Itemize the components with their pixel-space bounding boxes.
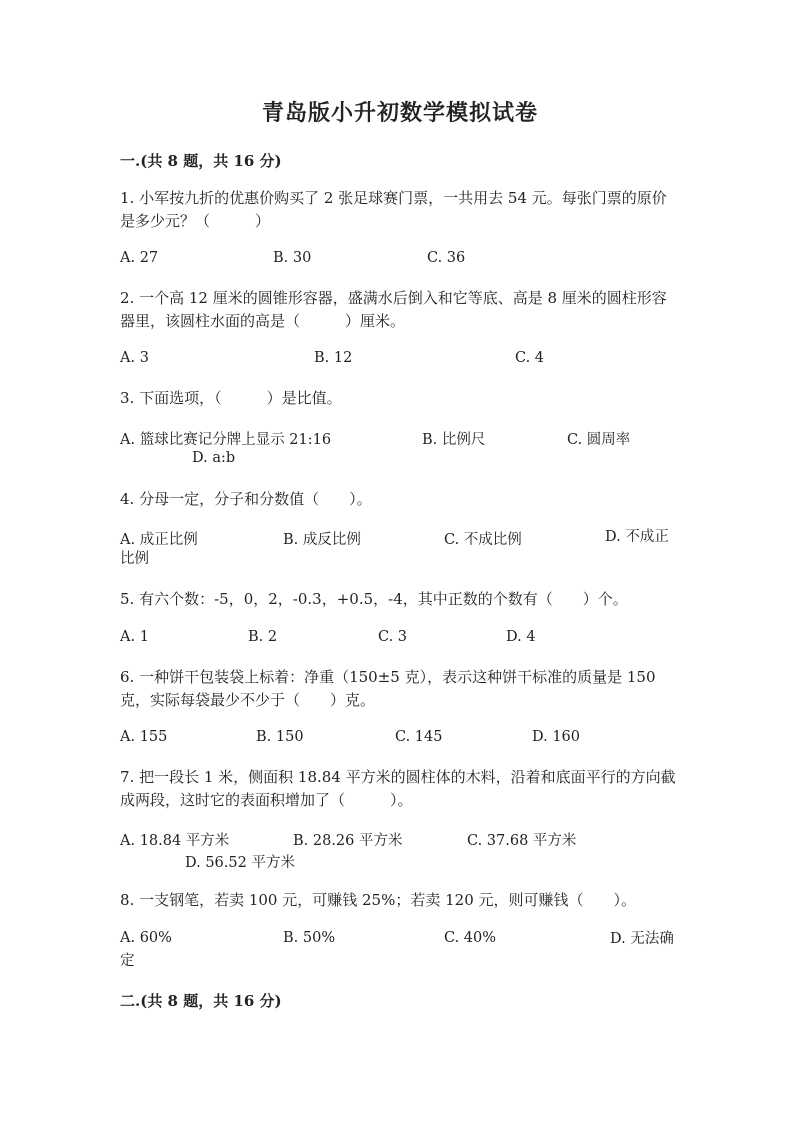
question-8-option-d: D. 无法确定	[120, 931, 674, 969]
question-4-option-d: D. 不成正比例	[120, 529, 669, 567]
question-5-option-c: C. 3	[378, 629, 408, 645]
question-3-option-b: B. 比例尺	[422, 432, 486, 448]
question-7-text: 7. 把一段长 1 米，侧面积 18.84 平方米的圆柱体的木料，沿着和底面平行的方向截成两段，这时它的表面积增加了（ ）。	[120, 768, 676, 809]
question-8-option-b: B. 50%	[283, 930, 336, 946]
question-4-option-c: C. 不成比例	[444, 532, 522, 548]
question-6-option-a: A. 155	[120, 729, 168, 745]
question-1-option-b: B. 30	[273, 250, 312, 266]
question-4-option-a: A. 成正比例	[120, 532, 198, 548]
page-title: 青岛版小升初数学模拟试卷	[261, 100, 538, 126]
question-7-option-b: B. 28.26 平方米	[293, 833, 403, 849]
question-7-option-c: C. 37.68 平方米	[467, 833, 577, 849]
question-3-option-c: C. 圆周率	[567, 432, 631, 448]
question-5-option-a: A. 1	[120, 629, 149, 645]
question-3-option-a: A. 篮球比赛记分牌上显示 21:16	[120, 432, 332, 448]
question-3-text: 3. 下面选项，（ ）是比值。	[120, 389, 342, 407]
question-2-option-c: C. 4	[515, 350, 545, 366]
question-1-option-c: C. 36	[427, 250, 466, 266]
question-6-option-b: B. 150	[256, 729, 304, 745]
question-2-option-a: A. 3	[120, 350, 149, 366]
question-5-text: 5. 有六个数：-5，0，2，-0.3，+0.5，-4，其中正数的个数有（ ）个。	[120, 590, 628, 608]
question-1-option-a: A. 27	[120, 250, 159, 266]
question-1-text: 1. 小军按九折的优惠价购买了 2 张足球赛门票，一共用去 54 元。每张门票的原价是多少元？（ ）	[120, 189, 667, 230]
question-7-option-d: D. 56.52 平方米	[185, 855, 295, 871]
question-5-option-b: B. 2	[248, 629, 278, 645]
question-7-option-a: A. 18.84 平方米	[120, 833, 230, 849]
section-1-heading: 一.(共 8 题，共 16 分)	[120, 152, 282, 170]
question-3-option-d: D. a:b	[192, 450, 236, 466]
question-5-option-d: D. 4	[506, 629, 536, 645]
question-8-text: 8. 一支钢笔，若卖 100 元，可赚钱 25%；若卖 120 元，则可赚钱（ ）。	[120, 891, 637, 909]
question-6-option-c: C. 145	[395, 729, 443, 745]
question-8-option-c: C. 40%	[444, 930, 497, 946]
question-8-option-a: A. 60%	[120, 930, 172, 946]
section-2-heading: 二.(共 8 题，共 16 分)	[120, 992, 282, 1010]
question-6-text: 6. 一种饼干包装袋上标着：净重（150±5 克），表示这种饼干标准的质量是 150 克，实际每袋最少不少于（ ）克。	[120, 668, 656, 709]
question-2-text: 2. 一个高 12 厘米的圆锥形容器，盛满水后倒入和它等底、高是 8 厘米的圆柱形容器里，该圆柱水面的高是（ ）厘米。	[120, 289, 667, 330]
question-2-option-b: B. 12	[314, 350, 353, 366]
question-6-option-d: D. 160	[532, 729, 581, 745]
question-4-text: 4. 分母一定，分子和分数值（ ）。	[120, 490, 372, 508]
question-4-option-b: B. 成反比例	[283, 532, 361, 548]
